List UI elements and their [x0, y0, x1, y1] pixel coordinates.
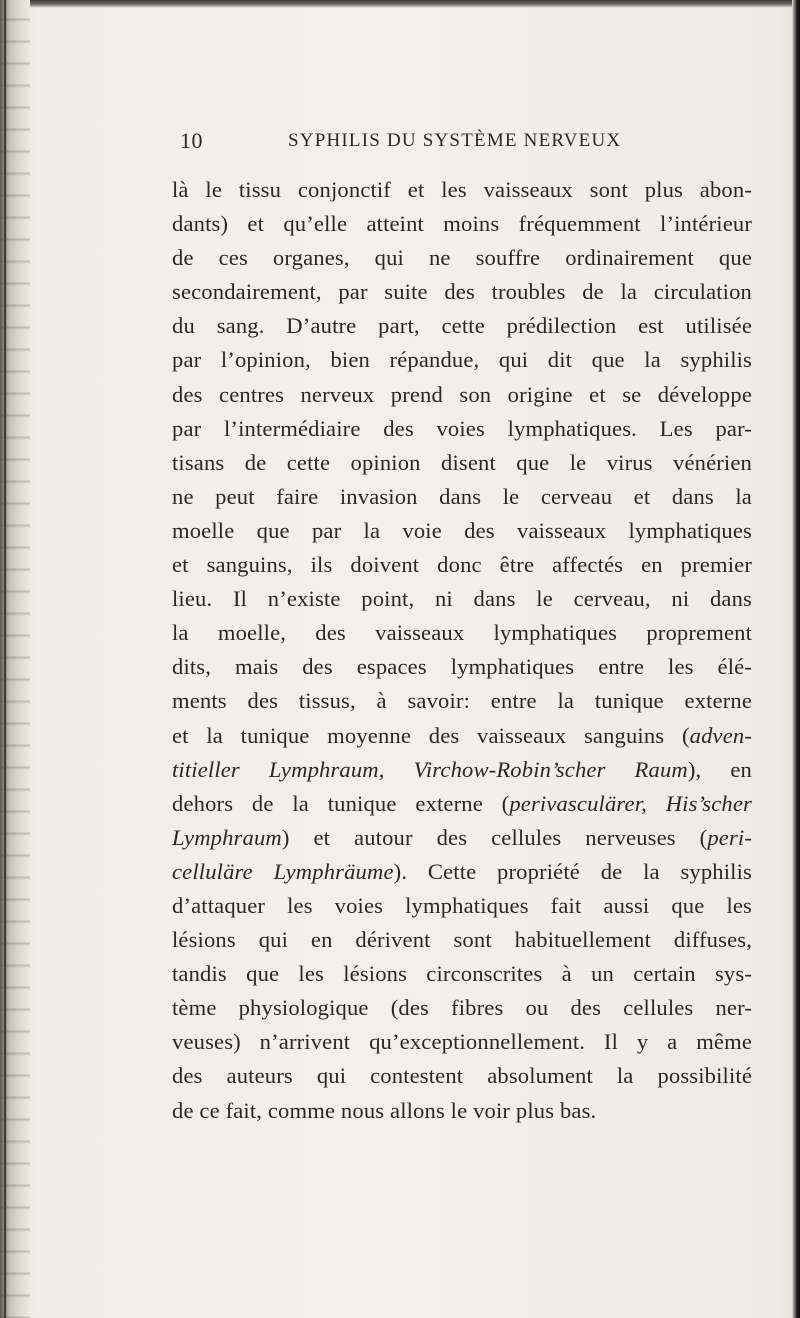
text-line [172, 923, 752, 957]
text-line [172, 821, 752, 855]
text-segment: lieu. Il n’existe point, ni dans le cerveau, ni dans [172, 586, 752, 612]
text-line [172, 616, 752, 650]
text-line [172, 650, 752, 684]
text-line [172, 343, 752, 377]
text-segment: tème physiologique (des fibres ou des cellules ner- [172, 995, 752, 1021]
text-segment: du sang. D’autre part, cette prédilection est utilisée [172, 313, 752, 339]
text-line [172, 480, 752, 514]
running-title: SYPHILIS DU SYSTÈME NERVEUX [288, 130, 622, 151]
text-line [172, 753, 752, 787]
text-segment: tisans de cette opinion disent que le virus vénérien [172, 449, 752, 475]
text-segment: de ces organes, qui ne souffre ordinairement que [172, 245, 752, 271]
italic-term: Lymphraum [172, 824, 282, 850]
text-line [172, 889, 752, 923]
text-segment: ) et autour des cellules nerveuses ( [281, 824, 708, 850]
text-segment: secondairement, par suite des troubles de la circulation [172, 279, 752, 305]
text-line [172, 991, 752, 1025]
text-line [172, 1094, 752, 1128]
text-line [172, 719, 752, 753]
text-segment: dits, mais des espaces lymphatiques entre les élé- [172, 654, 752, 680]
text-line [172, 855, 752, 889]
text-segment: des auteurs qui contestent absolument la possibilité [172, 1063, 752, 1089]
text-line [172, 275, 752, 309]
text-segment: lésions qui en dérivent sont habituellement diffuses, [172, 927, 752, 953]
text-segment: tandis que les lésions circonscrites à un certain sys- [172, 961, 752, 987]
italic-term: peri- [707, 824, 752, 850]
body-paragraph [172, 173, 752, 1128]
page-number: 10 [180, 128, 203, 153]
text-line [172, 207, 752, 241]
text-segment: moelle que par la voie des vaisseaux lymphatiques [172, 517, 752, 543]
text-line [172, 684, 752, 718]
running-header [180, 128, 700, 158]
text-segment: là le tissu conjonctif et les vaisseaux sont plus abon- [172, 177, 752, 202]
text-segment: la moelle, des vaisseaux lymphatiques proprement [172, 620, 752, 646]
text-line [172, 514, 752, 548]
italic-term: titieller Lymphraum, Virchow-Robin’scher Raum [172, 756, 688, 782]
text-line [172, 309, 752, 343]
text-line [172, 548, 752, 582]
binding-shadow-line [4, 0, 6, 1318]
text-segment: veuses) n’arrivent qu’exceptionnellement. Il y a même [172, 1029, 752, 1055]
text-line [172, 582, 752, 616]
text-segment: par l’opinion, bien répandue, qui dit que la syphilis [172, 347, 752, 373]
text-segment: de ce fait, comme nous allons le voir plus bas. [172, 1097, 597, 1123]
text-segment: ). Cette propriété de la syphilis [393, 858, 752, 884]
text-segment: ), en [687, 756, 752, 782]
text-segment: ne peut faire invasion dans le cerveau et dans la [172, 483, 752, 509]
page-right-edge [792, 0, 800, 1318]
text-line [172, 173, 752, 207]
text-line [172, 412, 752, 446]
text-line [172, 378, 752, 412]
text-segment: des centres nerveux prend son origine et se développe [172, 381, 752, 407]
text-segment: dehors de la tunique externe ( [172, 790, 510, 816]
page-top-edge [0, 0, 800, 8]
text-segment: et la tunique moyenne des vaisseaux sanguins ( [172, 722, 690, 748]
text-segment: ments des tissus, à savoir: entre la tunique externe [172, 688, 752, 714]
italic-term: celluläre Lymphräume [172, 858, 394, 884]
text-segment: d’attaquer les voies lymphatiques fait aussi que les [172, 892, 752, 918]
text-line [172, 446, 752, 480]
text-line [172, 1025, 752, 1059]
text-line [172, 241, 752, 275]
italic-term: adven- [689, 722, 752, 748]
text-segment: et sanguins, ils doivent donc être affectés en premier [172, 552, 752, 578]
text-line [172, 1059, 752, 1093]
text-line [172, 787, 752, 821]
text-segment: par l’intermédiaire des voies lymphatiques. Les par- [172, 415, 752, 441]
text-line [172, 957, 752, 991]
italic-term: perivasculärer, His’scher [509, 790, 752, 816]
text-segment: dants) et qu’elle atteint moins fréquemment l’intérieur [172, 211, 752, 237]
